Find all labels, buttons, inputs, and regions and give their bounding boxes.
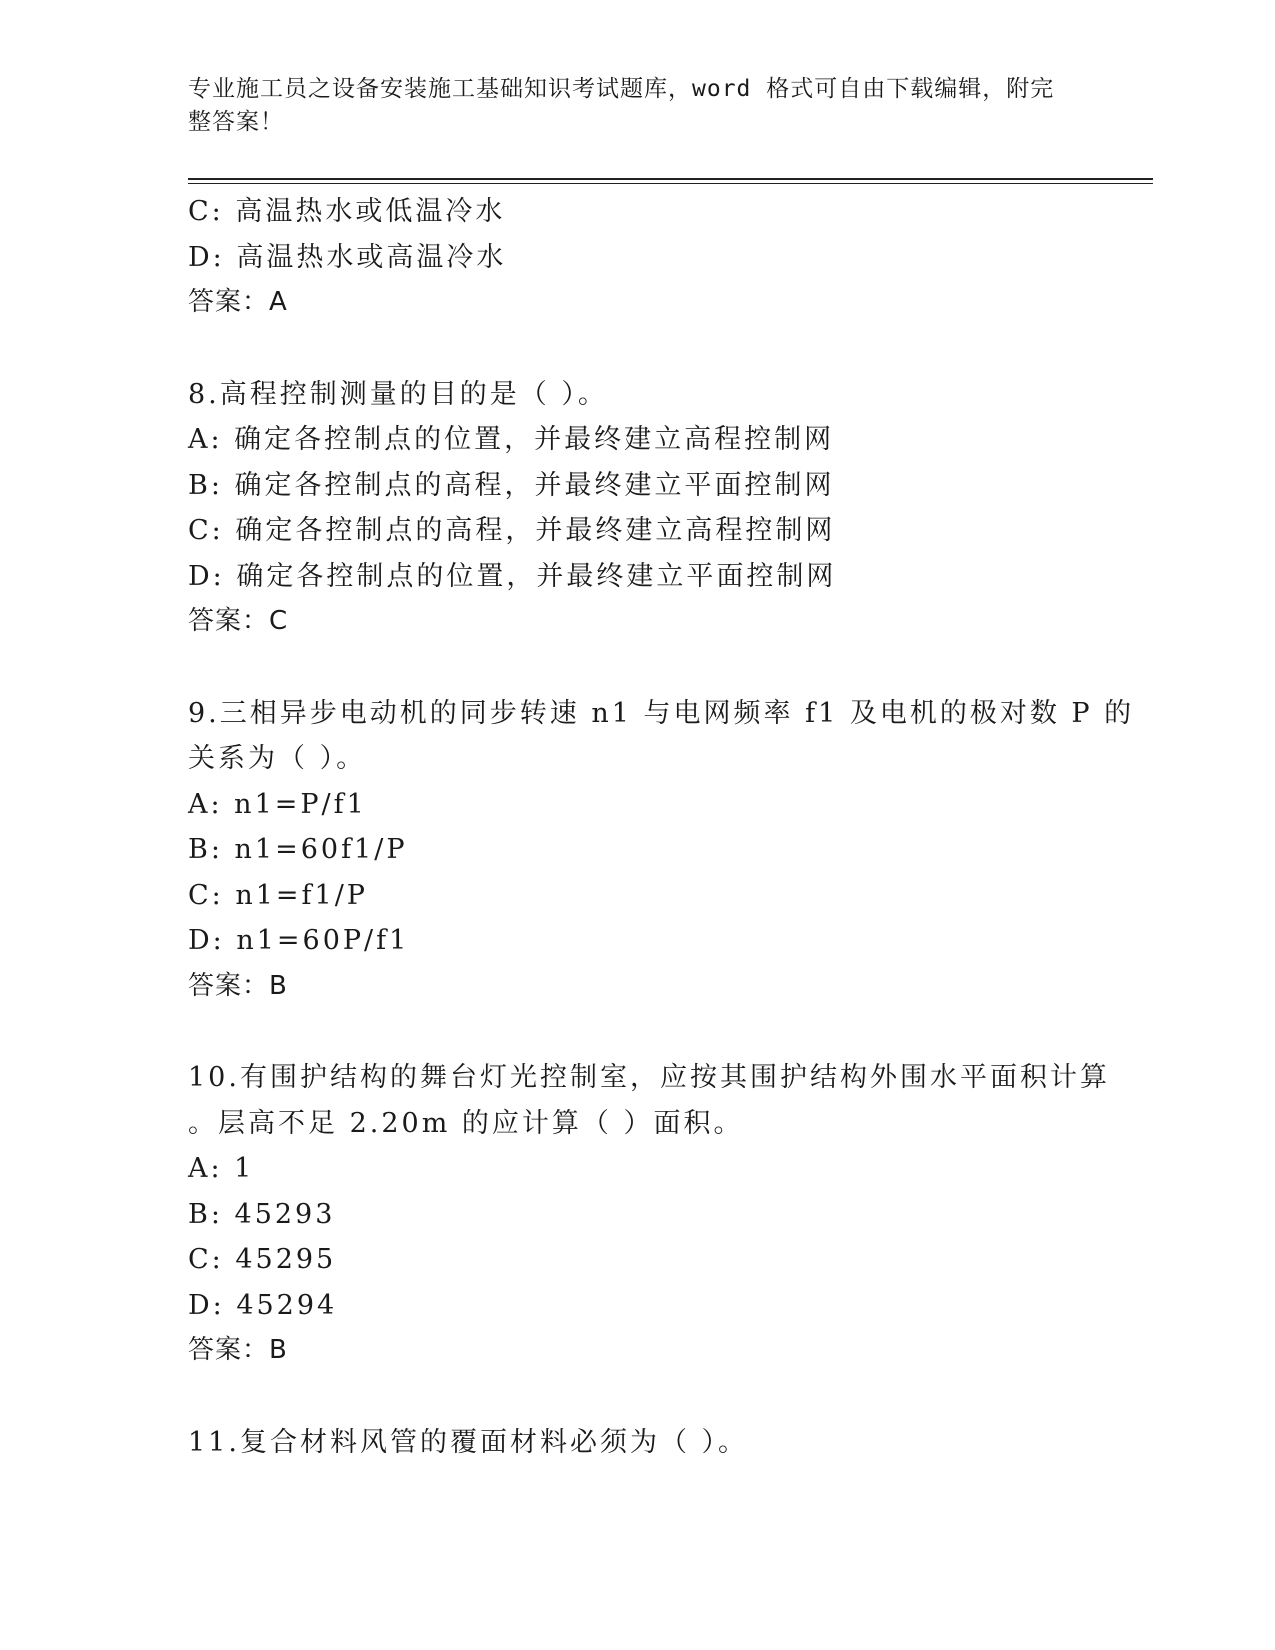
option-c: C: 高温热水或低温冷水 xyxy=(188,196,506,227)
question-stem: 11.复合材料风管的覆面材料必须为（ ）。 xyxy=(188,1426,749,1458)
question-8 xyxy=(188,372,1088,645)
option-b: B: n1=60f1/P xyxy=(188,834,408,865)
header-divider-thick xyxy=(188,178,1153,180)
spacer xyxy=(188,1009,1088,1055)
spacer xyxy=(188,1374,1088,1420)
answer-label: 答案：B xyxy=(188,1335,288,1365)
option-c: C: 45295 xyxy=(188,1244,337,1275)
option-b: B: 45293 xyxy=(188,1198,336,1230)
spacer xyxy=(188,645,1088,691)
question-10 xyxy=(188,1055,1110,1374)
document-header: 专业施工员之设备安装施工基础知识考试题库，word 格式可自由下载编辑，附完整答案！ xyxy=(188,76,1055,135)
question-9 xyxy=(188,691,1135,1010)
option-d: D: 45294 xyxy=(188,1289,338,1321)
option-a: A: n1=P/f1 xyxy=(188,788,367,820)
option-d: D: 确定各控制点的位置，并最终建立平面控制网 xyxy=(188,560,837,592)
header-divider-thin xyxy=(188,183,1153,184)
question-stem: 8.高程控制测量的目的是（ ）。 xyxy=(188,378,608,410)
question-stem-line-1: 10.有围护结构的舞台灯光控制室，应按其围护结构外围水平面积计算 xyxy=(188,1062,1110,1093)
option-d: D: 高温热水或高温冷水 xyxy=(188,241,507,273)
option-a: A: 1 xyxy=(188,1153,255,1184)
answer-label: 答案：C xyxy=(188,606,289,636)
partial-question-7 xyxy=(188,189,1088,326)
question-stem-line-2: 关系为（ ）。 xyxy=(188,743,367,774)
question-content xyxy=(188,189,1135,1465)
question-11 xyxy=(188,1420,1088,1466)
option-c: C: 确定各控制点的高程，并最终建立高程控制网 xyxy=(188,515,836,546)
option-b: B: 确定各控制点的高程，并最终建立平面控制网 xyxy=(188,469,835,501)
question-stem-line-2: 。层高不足 2.20m 的应计算（ ）面积。 xyxy=(188,1107,744,1139)
answer-label: 答案：B xyxy=(188,970,288,1001)
spacer xyxy=(188,326,1088,372)
option-c: C: n1=f1/P xyxy=(188,879,368,911)
answer-label: 答案：A xyxy=(188,287,288,317)
option-d: D: n1=60P/f1 xyxy=(188,925,410,956)
question-stem-line-1: 9.三相异步电动机的同步转速 n1 与电网频率 f1 及电机的极对数 P 的 xyxy=(188,697,1135,729)
option-a: A: 确定各控制点的位置，并最终建立高程控制网 xyxy=(188,424,835,455)
